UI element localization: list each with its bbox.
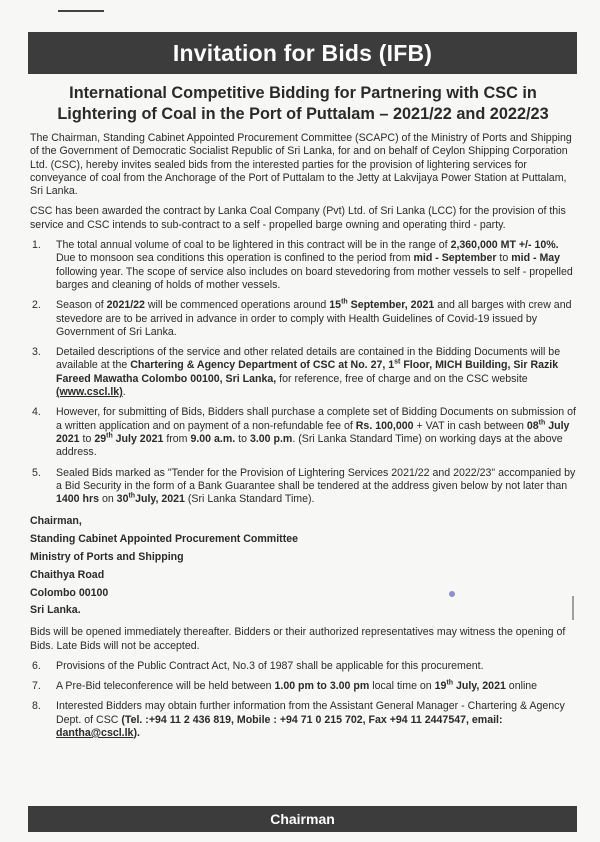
clause-text: following year. The scope of service also includes on board stevedoring from mother vessels to self - propelled barges and cleaning of holds of mother vessels. bbox=[56, 265, 573, 291]
clause-text: to bbox=[496, 252, 512, 265]
clause-number: 2. bbox=[32, 299, 41, 312]
clause-bold: 2,360,000 MT +/- 10%. bbox=[450, 239, 559, 252]
clause-list bbox=[30, 239, 576, 506]
clause-text: will be commenced operations around bbox=[144, 299, 330, 312]
clause-bold: ). bbox=[133, 726, 140, 739]
ink-dot bbox=[449, 591, 455, 597]
address-line: Ministry of Ports and Shipping bbox=[30, 551, 184, 564]
clause-bold: 30 bbox=[116, 493, 129, 506]
clause-bold: 19 bbox=[434, 680, 447, 693]
clause-text: Detailed descriptions of the service and other related details are contained in the Bidding Documents will be available at the bbox=[56, 346, 561, 372]
clause-8 bbox=[30, 700, 576, 740]
top-rule bbox=[58, 10, 104, 12]
clause-bold: July, 2021 bbox=[453, 680, 506, 693]
clause-number: 5. bbox=[32, 466, 41, 479]
clause-4 bbox=[30, 406, 576, 459]
clause-bold: July 2021 bbox=[112, 432, 164, 445]
clause-number: 3. bbox=[32, 346, 41, 359]
address-line: Chairman, bbox=[30, 515, 82, 528]
clause-text: . bbox=[122, 386, 126, 399]
clause-6 bbox=[30, 660, 576, 673]
clause-2 bbox=[30, 299, 576, 339]
website-link[interactable]: (www.cscl.lk) bbox=[56, 386, 123, 399]
clause-number: 7. bbox=[32, 680, 41, 693]
clause-text: online bbox=[505, 680, 538, 693]
clause-bold: mid - September bbox=[413, 252, 497, 265]
clause-bold: Rs. 100,000 bbox=[355, 419, 414, 432]
clause-bold: July, 2021 bbox=[135, 493, 185, 506]
clause-1 bbox=[30, 239, 576, 292]
title-line-1: International Competitive Bidding for Partnering with CSC in bbox=[69, 84, 537, 102]
clause-bold: Floor, MICH Building, Sir Razik Fareed Mawatha Colombo 00100, Sri Lanka, bbox=[56, 359, 559, 385]
clause-text: . (Sri Lanka Standard Time) on working days at the above address. bbox=[56, 432, 563, 459]
clause-text: (Sri Lanka Standard Time). bbox=[184, 493, 315, 506]
title-line-2: Lightering of Coal in the Port of Puttalam – 2021/22 and 2022/23 bbox=[57, 105, 549, 123]
clause-bold: 15 bbox=[329, 299, 342, 312]
clause-text: However, for submitting of Bids, Bidders shall purchase a complete set of Bidding Documents on submission of a written application and on payment of a non-refundable fee of bbox=[56, 406, 576, 432]
clause-sup: st bbox=[394, 358, 401, 366]
footer-signature: Chairman bbox=[270, 811, 335, 827]
clause-bold: 1.00 pm to 3.00 pm bbox=[274, 680, 370, 693]
clause-text: for reference, free of charge and on the CSC website bbox=[276, 372, 528, 385]
address-line: Sri Lanka. bbox=[30, 604, 81, 617]
clause-text: Provisions of the Public Contract Act, No.3 of 1987 shall be applicable for this procurement. bbox=[56, 659, 484, 672]
clause-text: and all barges with crew and stevedore are to be arrived in advance in order to comply with Health Guidelines of Covid-19 issued by Government of Sri Lanka. bbox=[56, 299, 572, 338]
address-line: Chaithya Road bbox=[30, 568, 105, 581]
clause-text: from bbox=[163, 432, 191, 445]
clause-3 bbox=[30, 346, 576, 399]
clause-bold: 29 bbox=[94, 432, 107, 445]
clause-sup: th bbox=[446, 679, 454, 687]
page-title: Invitation for Bids (IFB) bbox=[172, 39, 433, 66]
intro-paragraph-1: The Chairman, Standing Cabinet Appointed Procurement Committee (SCAPC) of the Ministry of Ports and Shipping of the Government of Democratic Socialist Republic of Sri Lanka, for and on behalf of Ceylon Shipping Corporation Ltd. (CSC), hereby invites sealed bids from the interested parties for the provision of lightering services for conveyance of coal from the Anchorage of the Port of Puttalam to the Jetty at Lakvijaya Power Station at Puttalam, Sri Lanka. bbox=[30, 132, 572, 198]
clause-text: Season of bbox=[56, 299, 107, 312]
clause-sup: th bbox=[538, 419, 546, 427]
document-title bbox=[30, 83, 576, 125]
clause-text: on bbox=[99, 493, 117, 506]
clause-bold: Chartering & Agency Department of CSC at No. 27, 1 bbox=[130, 359, 395, 372]
clause-sup: th bbox=[341, 298, 348, 306]
clause-number: 4. bbox=[32, 406, 41, 419]
clause-bold: 08 bbox=[526, 419, 539, 432]
email-link[interactable]: dantha@cscl.lk bbox=[56, 726, 134, 739]
address-line: Standing Cabinet Appointed Procurement Committee bbox=[30, 533, 298, 546]
clause-text: + VAT in cash between bbox=[413, 419, 527, 432]
clause-text: local time on bbox=[369, 680, 435, 693]
clause-text: Interested Bidders may obtain further information from the Assistant General Manager - Chartering & Agency Dept. of CSC bbox=[56, 700, 565, 726]
clause-bold: 1400 hrs bbox=[56, 493, 99, 506]
address-line: Colombo 00100 bbox=[30, 586, 109, 599]
clause-text: Sealed Bids marked as "Tender for the Provision of Lightering Services 2021/22 and 2022/23" accompanied by a Bid Security in the form of a Bank Guarantee shall be tendered at the address given below by not later than bbox=[56, 466, 576, 492]
clause-text: A Pre-Bid teleconference will be held between bbox=[56, 680, 275, 693]
footer-bar bbox=[28, 806, 577, 832]
clause-bold: 9.00 a.m. bbox=[190, 432, 236, 445]
header-bar bbox=[28, 32, 577, 74]
clause-bold: 2021/22 bbox=[106, 299, 145, 312]
margin-mark bbox=[572, 596, 582, 620]
clause-sup: th bbox=[128, 492, 136, 500]
opening-note: Bids will be opened immediately thereafter. Bidders or their authorized representatives may witness the opening of Bids. Late Bids will not be accepted. bbox=[30, 626, 566, 652]
clause-text: to bbox=[79, 432, 95, 445]
clause-7 bbox=[30, 680, 576, 693]
clause-bold: mid - May bbox=[511, 252, 561, 265]
clause-bold: (Tel. :+94 11 2 436 819, Mobile : +94 71 0 215 702, Fax +94 11 2447547, email: bbox=[121, 713, 503, 726]
clause-text: to bbox=[235, 432, 250, 445]
clause-list-2 bbox=[30, 660, 576, 740]
document-body bbox=[30, 132, 576, 747]
clause-bold: July 2021 bbox=[56, 419, 570, 445]
clause-text: Due to monsoon sea conditions this operation is confined to the period from bbox=[56, 252, 414, 265]
clause-5 bbox=[30, 467, 576, 507]
submission-address bbox=[30, 513, 576, 620]
clause-number: 8. bbox=[32, 700, 41, 713]
intro-paragraph-2: CSC has been awarded the contract by Lanka Coal Company (Pvt) Ltd. of Sri Lanka (LCC) for the provision of this service and CSC intends to sub-contract to a self - propelled barge owning and operating third - party. bbox=[30, 205, 566, 231]
clause-sup: th bbox=[106, 432, 113, 440]
clause-bold: September, 2021 bbox=[347, 299, 435, 312]
clause-number: 6. bbox=[32, 659, 41, 672]
clause-text: The total annual volume of coal to be lightered in this contract will be in the range of bbox=[56, 239, 451, 252]
clause-bold: 3.00 p.m bbox=[249, 432, 293, 445]
clause-number: 1. bbox=[32, 239, 41, 252]
